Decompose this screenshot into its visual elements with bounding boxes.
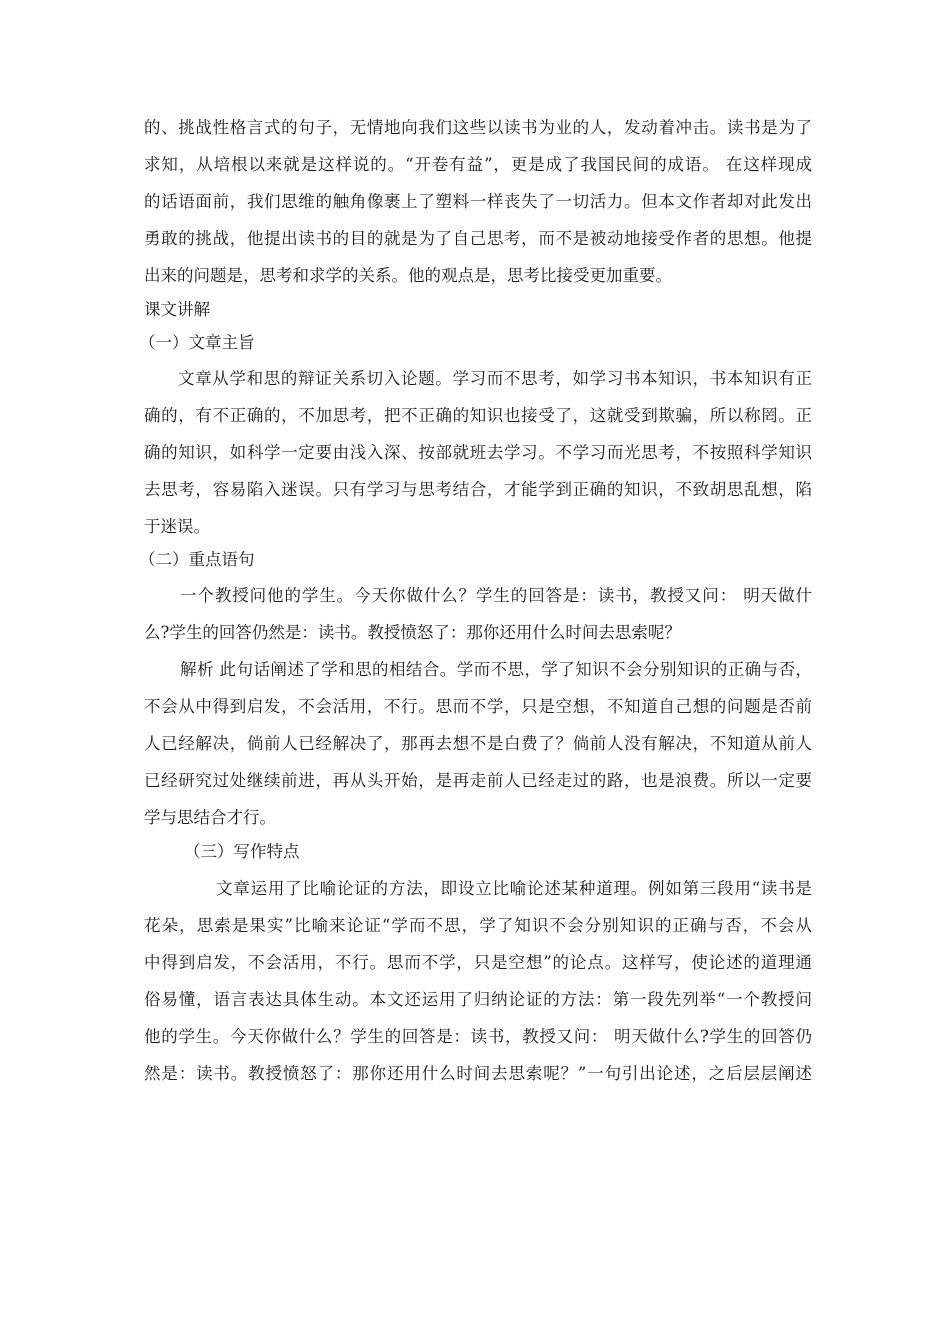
part1-title: （一）文章主旨 [139,333,255,352]
text-line: 的、挑战性格言式的句子，无情地向我们这些以读书为业的人，发动着冲击。读书是为了 [144,118,812,137]
text-line: 么?学生的回答仍然是：读书。教授愤怒了：那你还用什么时间去思索呢？ [144,623,681,642]
analysis-paragraph [144,660,812,828]
part3-paragraph [144,879,812,1084]
text-line: 去思考，容易陷入迷误。只有学习与思考结合，才能学到正确的知识，不致胡思乱想，陷 [144,480,812,499]
text-line: 于迷误。 [144,517,210,536]
part1-paragraph [144,369,812,537]
part2-title: （二）重点语句 [139,550,255,569]
part3-title: （三）写作特点 [184,842,300,861]
text-line: 解析 此句话阐述了学和思的相结合。学而不思，学了知识不会分别知识的正确与否， [180,660,812,679]
text-line: 文章从学和思的辩证关系切入论题。学习而不思考，如学习书本知识，书本知识有正 [178,369,812,388]
text-line: 确的知识，如科学一定要由浅入深、按部就班去学习。不学习而光思考，不按照科学知识 [144,443,812,462]
text-line: 一个教授问他的学生。今天你做什么？学生的回答是：读书，教授又问： 明天做什 [180,586,812,605]
text-line: 文章运用了比喻论证的方法，即设立比喻论述某种道理。例如第三段用“读书是 [216,879,812,898]
text-line: 然是：读书。教授愤怒了：那你还用什么时间去思索呢？”一句引出论述，之后层层阐述 [144,1064,812,1083]
text-line: 学与思结合才行。 [144,808,276,827]
text-line: 的话语面前，我们思维的触角像裹上了塑料一样丧失了一切活力。但本文作者却对此发出 [144,192,812,211]
text-line: 已经研究过处继续前进，再从头开始，是再走前人已经走过的路，也是浪费。所以一定要 [144,771,812,790]
text-line: 中得到启发，不会活用，不行。思而不学，只是空想”的论点。这样写，使论述的道理通 [144,953,812,972]
section-title: 课文讲解 [144,300,210,319]
text-line: 他的学生。今天你做什么？学生的回答是：读书，教授又问： 明天做什么?学生的回答仍 [144,1027,812,1046]
text-line: 求知，从培根以来就是这样说的。“开卷有益”，更是成了我国民间的成语。 在这样现成 [144,155,812,174]
text-line: 不会从中得到启发，不会活用，不行。思而不学，只是空想，不知道自己想的问题是否前 [144,697,812,716]
text-line: 出来的问题是，思考和求学的关系。他的观点是，思考比接受更加重要。 [144,266,672,285]
text-line: 俗易懂，语言表达具体生动。本文还运用了归纳论证的方法：第一段先列举“一个教授问 [144,990,812,1009]
document-page [139,118,812,1084]
text-line: 人已经解决，倘前人已经解决了，那再去想不是白费了？倘前人没有解决，不知道从前人 [144,734,812,753]
quote-paragraph [144,586,812,643]
text-line: 勇敢的挑战，他提出读书的目的就是为了自己思考，而不是被动地接受作者的思想。他提 [144,229,812,248]
text-line: 确的，有不正确的，不加思考，把不正确的知识也接受了，这就受到欺骗，所以称罔。正 [144,406,812,425]
intro-paragraph [144,118,812,286]
text-line: 花朵，思索是果实”比喻来论证“学而不思，学了知识不会分别知识的正确与否，不会从 [144,916,812,935]
